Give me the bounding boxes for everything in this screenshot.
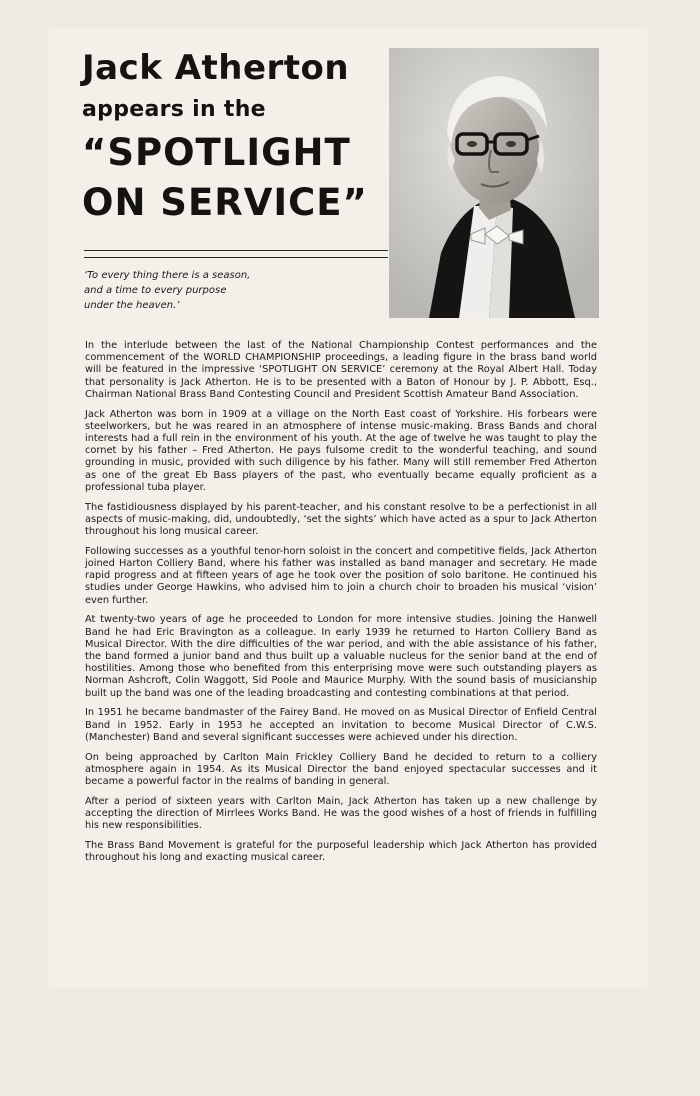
paragraph: On being approached by Carlton Main Frickley Colliery Band he decided to return to a colliery atmosphere again in 1954. As its Musical Director the band enjoyed spectacular successes and it became a powerful factor in the realms of banding in general.	[85, 751, 597, 788]
article-body	[85, 340, 597, 872]
paragraph: The Brass Band Movement is grateful for the purposeful leadership which Jack Atherton has provided throughout his long and exacting musical career.	[85, 840, 597, 864]
paragraph: In the interlude between the last of the National Championship Contest performances and the commencement of the WORLD CHAMPIONSHIP proceedings, a leading figure in the brass band world will be featured in the impressive ‘SPOTLIGHT ON SERVICE’ ceremony at the Royal Albert Hall. Today that personality is Jack Atherton. He is to be presented with a Baton of Honour by J. P. Abbott, Esq., Chairman National Brass Band Contesting Council and President Scottish Amateur Band Association.	[85, 340, 597, 400]
paragraph: The fastidiousness displayed by his parent-teacher, and his constant resolve to be a perfectionist in all aspects of music-making, did, undoubtedly, ‘set the sights’ which have acted as a spur to Jack Atherton throughout his long musical career.	[85, 501, 597, 538]
paragraph: Jack Atherton was born in 1909 at a village on the North East coast of Yorkshire. His forbears were steelworkers, but he was reared in an atmosphere of intense music-making. Brass Bands and choral interests had a full rein in the environment of his youth. At the age of twelve he was taught to play the cornet by his father – Fred Atherton. He pays fulsome credit to the wonderful teaching, and sound grounding in music, provided with such diligence by his father. Many will still remember Fred Atherton as one of the great Eb Bass players of the past, who eventually became equally proficient as a professional tuba player.	[85, 408, 597, 493]
epigraph-quote	[84, 268, 364, 313]
headline-spotlight-1: “SPOTLIGHT	[82, 131, 351, 174]
headline-appears: appears in the	[82, 97, 266, 122]
quote-line-1: ‘To every thing there is a season,	[84, 270, 251, 281]
headline-spotlight-2: ON SERVICE”	[82, 181, 368, 224]
headline-name: Jack Atherton	[82, 48, 350, 88]
paragraph: Following successes as a youthful tenor-horn soloist in the concert and competitive fields, Jack Atherton joined Harton Colliery Band, where his father was installed as band manager and secretary. He made rapid progress and at fifteen years of age he took over the position of solo baritone. He continued his studies under George Hawkins, who advised him to join a church choir to broaden his musical ‘vision’ even further.	[85, 545, 597, 606]
portrait-photo	[389, 48, 599, 318]
quote-line-3: under the heaven.’	[84, 300, 180, 311]
double-rule-divider	[84, 250, 388, 258]
paragraph: After a period of sixteen years with Carlton Main, Jack Atherton has taken up a new challenge by accepting the direction of Mirrlees Works Band. He was the good wishes of a host of friends in fulfilling his new responsibilities.	[85, 795, 597, 832]
portrait-illustration	[389, 48, 599, 318]
paragraph: At twenty-two years of age he proceeded to London for more intensive studies. Joining the Hanwell Band he had Eric Bravington as a colleague. In early 1939 he returned to Harton Colliery Band as Musical Director. With the dire difficulties of the war period, and with the able assistance of his father, the band formed a junior band and thus built up a valuable nucleus for the senior band at the end of hostilities. Among those who benefited from this enterprising move were such outstanding players as Norman Ashcroft, Colin Waggott, Sid Poole and Maurice Murphy. With the sound basis of musicianship built up the band was one of the leading broadcasting and contesting combinations at that period.	[85, 614, 597, 699]
paragraph: In 1951 he became bandmaster of the Fairey Band. He moved on as Musical Director of Enfield Central Band in 1952. Early in 1953 he accepted an invitation to become Musical Director of C.W.S. (Manchester) Band and several significant successes were achieved under his direction.	[85, 707, 597, 743]
headline	[82, 44, 382, 228]
quote-line-2: and a time to every purpose	[84, 285, 227, 296]
